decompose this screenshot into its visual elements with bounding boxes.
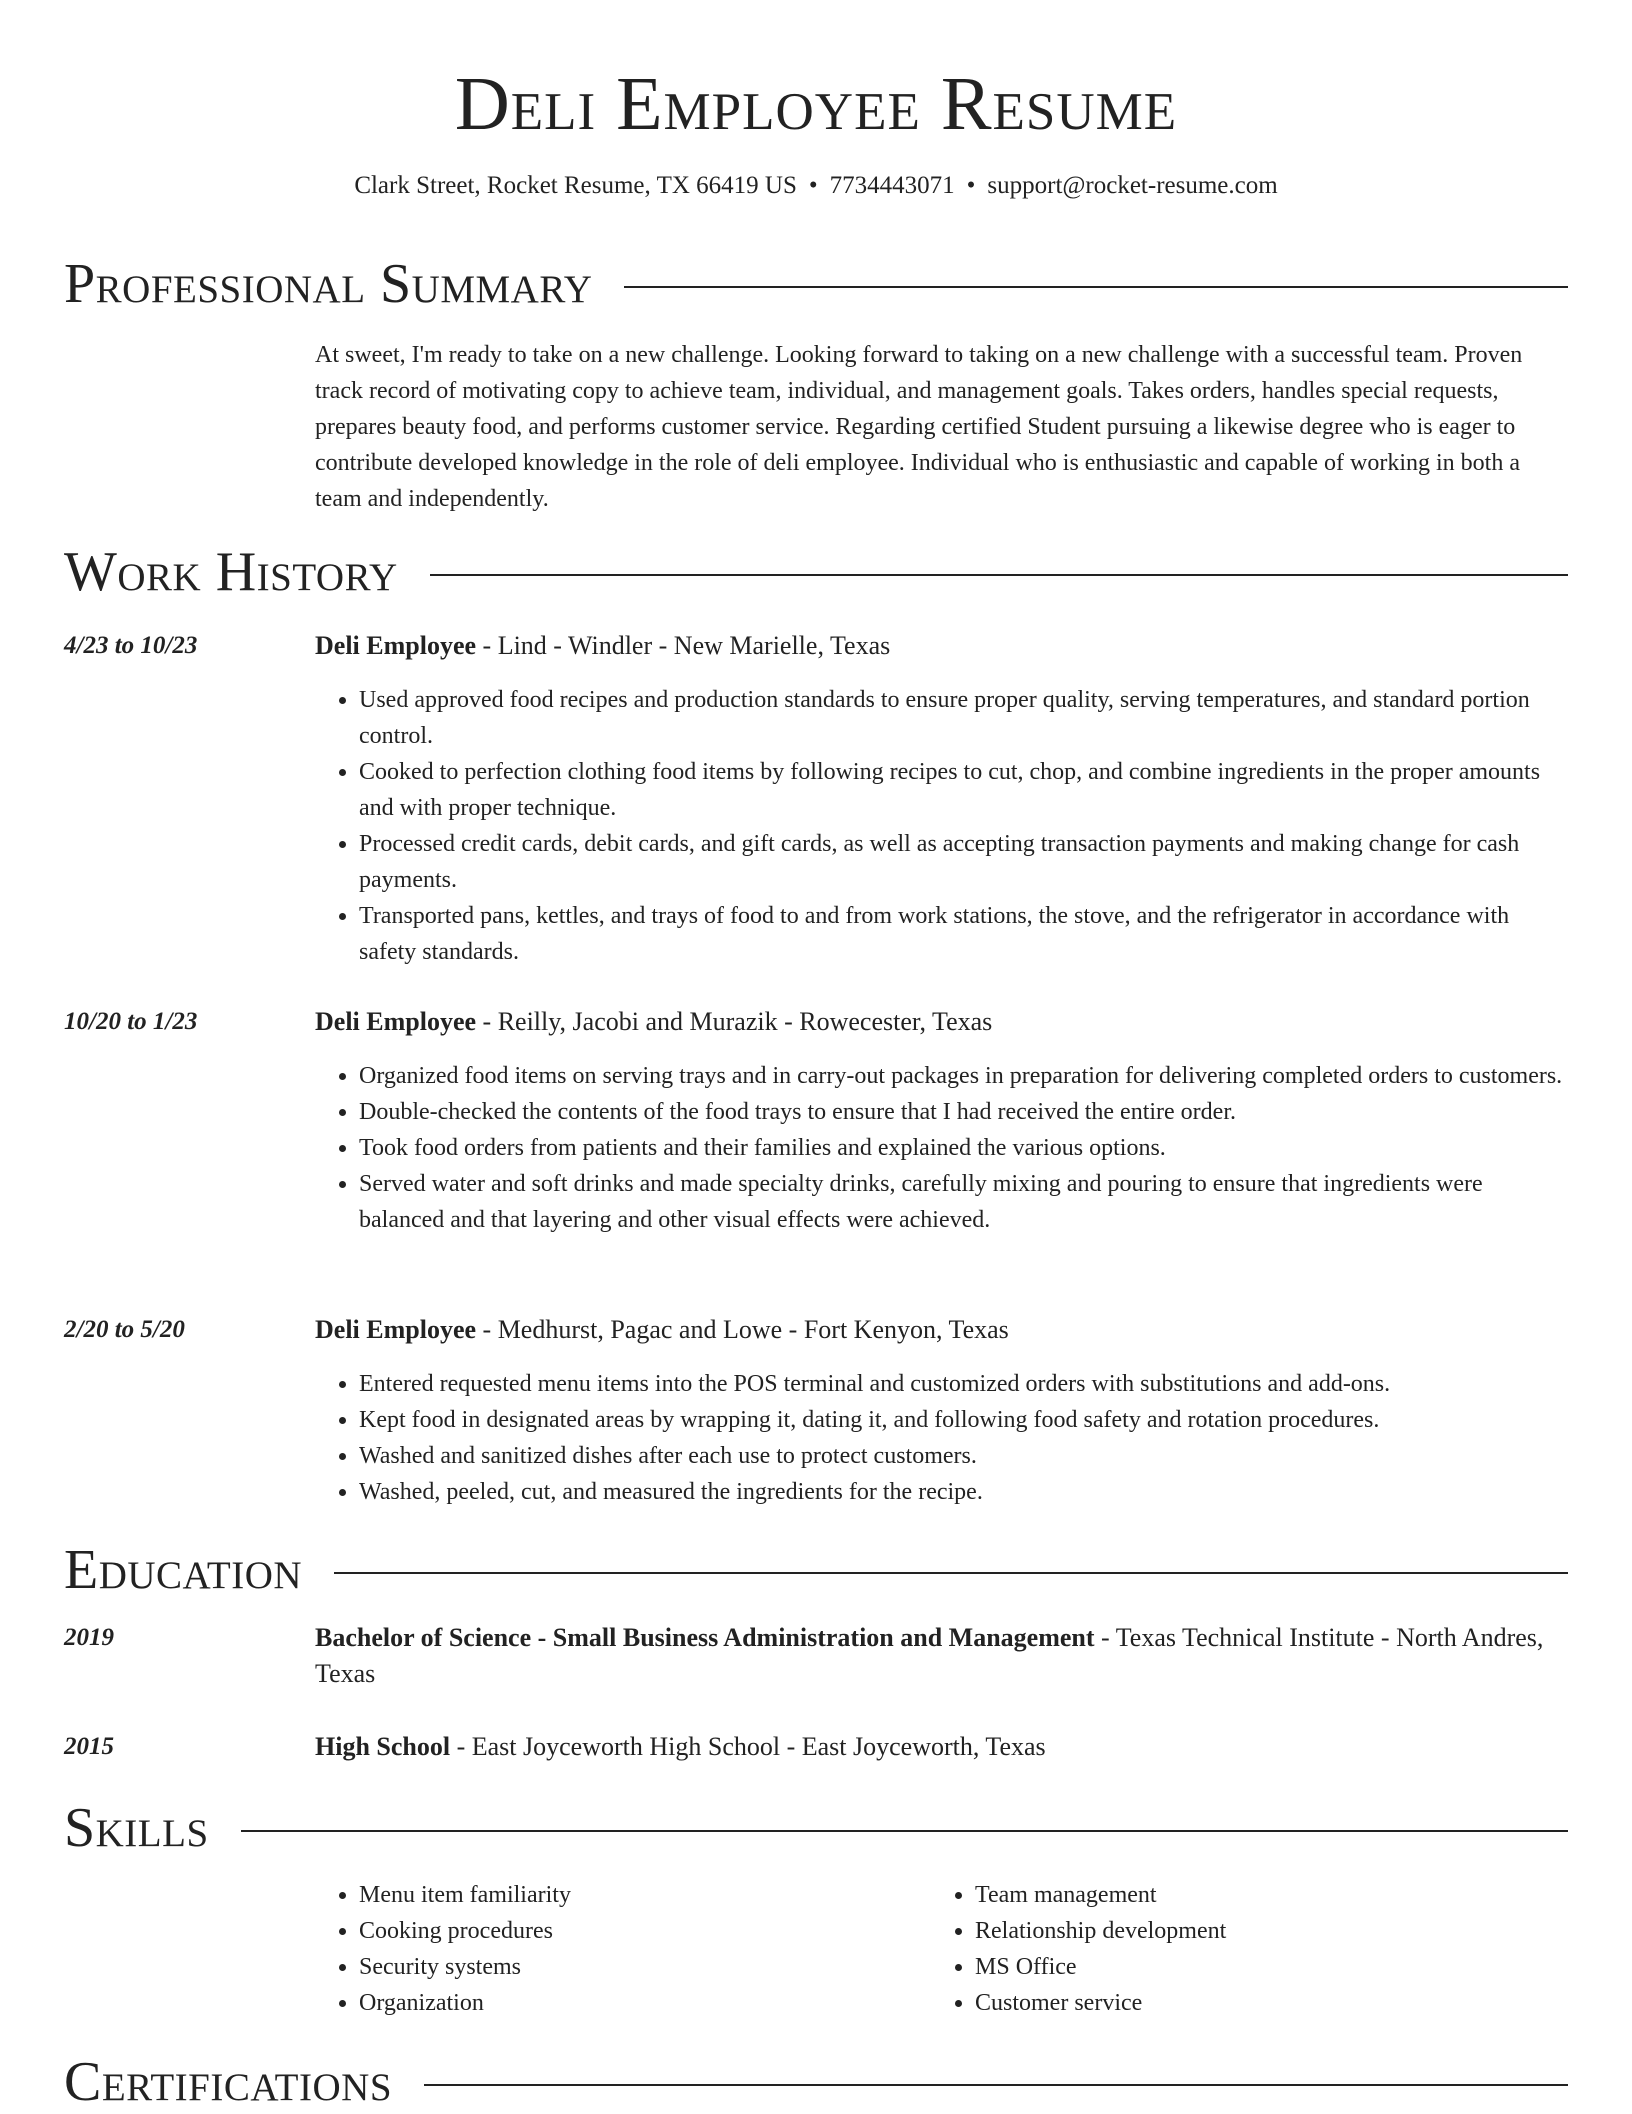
job-content xyxy=(315,1312,1568,1510)
contact-address: Clark Street, Rocket Resume, TX 66419 US xyxy=(354,172,797,199)
contact-line xyxy=(64,170,1568,202)
education-line xyxy=(315,1729,1568,1765)
skills-list-left xyxy=(315,1877,931,2021)
job-details: - Medhurst, Pagac and Lowe - Fort Kenyon, Texas xyxy=(476,1315,1009,1344)
skill-item: • Organization xyxy=(359,1985,931,2021)
education-line xyxy=(315,1620,1568,1692)
resume-title: Deli Employee Resume xyxy=(454,62,1178,146)
skill-item: • MS Office xyxy=(975,1949,1547,1985)
education-details: - Texas Technical Institute - North Andres, Texas xyxy=(315,1623,1544,1688)
section-divider xyxy=(241,1830,1568,1832)
job-bullet: • Washed, peeled, cut, and measured the ingredients for the recipe. xyxy=(359,1474,1568,1510)
job-dates: 2/20 to 5/20 xyxy=(64,1316,185,1343)
section-heading-work xyxy=(64,540,1568,604)
separator-dot: • xyxy=(966,172,976,199)
job-details: - Reilly, Jacobi and Murazik - Rowecester, Texas xyxy=(476,1007,993,1036)
job-content xyxy=(315,1004,1568,1238)
section-heading-skills xyxy=(64,1796,1568,1860)
section-title: Skills xyxy=(64,1797,209,1859)
job-title: Deli Employee xyxy=(315,631,477,660)
job-bullet: • Took food orders from patients and their families and explained the various options. xyxy=(359,1130,1568,1166)
job-bullet: • Cooked to perfection clothing food items by following recipes to cut, chop, and combine ingredients in the proper amounts and with proper technique. xyxy=(359,754,1568,826)
education-details: - East Joyceworth High School - East Joyceworth, Texas xyxy=(450,1732,1046,1761)
section-divider xyxy=(334,1572,1568,1574)
job-details: - Lind - Windler - New Marielle, Texas xyxy=(476,631,891,660)
skill-item: • Customer service xyxy=(975,1985,1547,2021)
education-year: 2019 xyxy=(64,1624,114,1651)
section-heading-certifications xyxy=(64,2050,1568,2114)
skills-columns xyxy=(315,1877,1568,2021)
job-line xyxy=(315,628,1568,664)
skill-item: • Relationship development xyxy=(975,1913,1547,1949)
job-bullets xyxy=(315,1058,1568,1238)
section-title: Certifications xyxy=(64,2051,393,2113)
section-heading-summary xyxy=(64,252,1568,316)
job-bullet: • Kept food in designated areas by wrapping it, dating it, and following food safety and rotation procedures. xyxy=(359,1402,1568,1438)
job-content xyxy=(315,628,1568,970)
section-title: Work History xyxy=(64,541,398,603)
job-bullet: • Double-checked the contents of the food trays to ensure that I had received the entire order. xyxy=(359,1094,1568,1130)
job-bullet: • Used approved food recipes and production standards to ensure proper quality, serving temperatures, and standard portion control. xyxy=(359,682,1568,754)
skill-item: • Cooking procedures xyxy=(359,1913,931,1949)
skill-item: • Menu item familiarity xyxy=(359,1877,931,1913)
section-title: Professional Summary xyxy=(64,253,593,315)
job-bullets xyxy=(315,1366,1568,1510)
section-heading-education xyxy=(64,1538,1568,1602)
education-year: 2015 xyxy=(64,1733,114,1760)
skill-item: • Security systems xyxy=(359,1949,931,1985)
contact-email: support@rocket-resume.com xyxy=(987,172,1278,199)
job-line xyxy=(315,1004,1568,1040)
resume-page xyxy=(64,0,1568,2113)
education-degree: High School xyxy=(315,1732,451,1761)
job-bullet: • Transported pans, kettles, and trays of food to and from work stations, the stove, and the refrigerator in accordance with safety standards. xyxy=(359,898,1568,970)
job-bullet: • Served water and soft drinks and made specialty drinks, carefully mixing and pouring to ensure that ingredients were balanced and that layering and other visual effects were achieved. xyxy=(359,1166,1568,1238)
job-bullet: • Washed and sanitized dishes after each use to protect customers. xyxy=(359,1438,1568,1474)
job-dates: 10/20 to 1/23 xyxy=(64,1008,198,1035)
job-title: Deli Employee xyxy=(315,1315,477,1344)
job-title: Deli Employee xyxy=(315,1007,477,1036)
section-title: Education xyxy=(64,1539,303,1601)
section-divider xyxy=(424,2084,1568,2086)
job-bullet: • Organized food items on serving trays and in carry-out packages in preparation for delivering completed orders to customers. xyxy=(359,1058,1568,1094)
education-content xyxy=(315,1620,1568,1692)
job-dates: 4/23 to 10/23 xyxy=(64,632,198,659)
job-bullet: • Processed credit cards, debit cards, and gift cards, as well as accepting transaction payments and making change for cash payments. xyxy=(359,826,1568,898)
job-line xyxy=(315,1312,1568,1348)
job-bullets xyxy=(315,682,1568,970)
skills-list-right xyxy=(931,1877,1547,2021)
education-degree: Bachelor of Science - Small Business Administration and Management xyxy=(315,1623,1095,1652)
contact-phone: 7734443071 xyxy=(829,172,955,199)
section-divider xyxy=(624,286,1568,288)
summary-text: At sweet, I'm ready to take on a new challenge. Looking forward to taking on a new challenge with a successful team. Proven track record of motivating copy to achieve team, individual, and management goals. Takes orders, handles special requests, prepares beauty food, and performs customer service. Regarding certified Student pursuing a likewise degree who is eager to contribute developed knowledge in the role of deli employee. Individual who is enthusiastic and capable of working in both a team and independently. xyxy=(315,342,1523,512)
section-divider xyxy=(430,574,1568,576)
skill-item: • Team management xyxy=(975,1877,1547,1913)
education-content xyxy=(315,1729,1568,1765)
job-bullet: • Entered requested menu items into the POS terminal and customized orders with substitutions and add-ons. xyxy=(359,1366,1568,1402)
separator-dot: • xyxy=(808,172,818,199)
